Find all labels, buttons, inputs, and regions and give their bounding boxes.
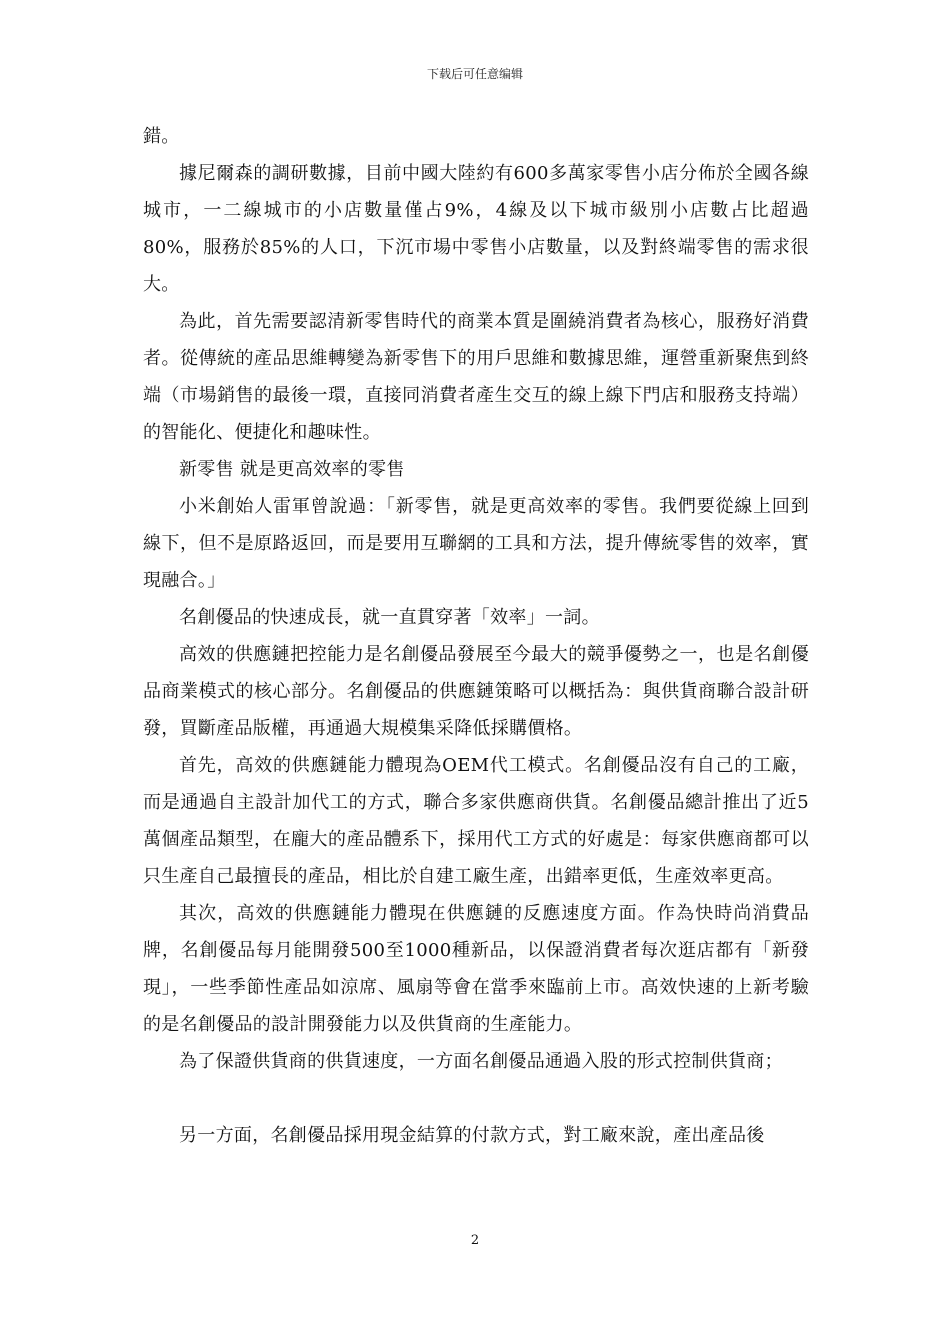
document-body	[143, 118, 809, 1154]
section-heading: 新零售 就是更高效率的零售	[179, 459, 405, 480]
page-number: 2	[470, 1233, 480, 1248]
paragraph: 錯。	[143, 126, 180, 147]
paragraph-gap	[143, 1080, 809, 1117]
paragraph: 為了保證供貨商的供貨速度，一方面名創優品通過入股的形式控制供貨商；	[179, 1051, 783, 1072]
page-header: 下载后可任意编辑	[426, 67, 523, 81]
paragraph: 其次，高效的供應鏈能力體現在供應鏈的反應速度方面。作為快時尚消費品牌，名創優品每月能開發500至1000種新品，以保證消費者每次逛店都有「新發現」，一些季節性產品如涼席、風扇等會在當季來臨前上市。高效快速的上新考驗的是名創優品的設計開發能力以及供貨商的生產能力。	[143, 903, 809, 1035]
paragraph: 另一方面，名創優品採用現金結算的付款方式，對工廠來說，產出產品後	[179, 1125, 765, 1146]
paragraph: 高效的供應鏈把控能力是名創優品發展至今最大的競爭優勢之一，也是名創優品商業模式的核心部分。名創優品的供應鏈策略可以概括為：與供貨商聯合設計研發，買斷產品版權，再通過大規模集采降低採購價格。	[143, 644, 809, 739]
paragraph: 首先，高效的供應鏈能力體現為OEM代工模式。名創優品沒有自己的工廠，而是通過自主設計加代工的方式，聯合多家供應商供貨。名創優品總計推出了近5萬個產品類型，在龐大的產品體系下，採用代工方式的好處是：每家供應商都可以只生產自己最擅長的產品，相比於自建工廠生產，出錯率更低，生產效率更高。	[143, 755, 809, 887]
paragraph: 小米創始人雷軍曾說過：「新零售，就是更高效率的零售。我們要從線上回到線下，但不是原路返回，而是要用互聯網的工具和方法，提升傳統零售的效率，實現融合。」	[143, 496, 809, 591]
paragraph: 據尼爾森的調研數據，目前中國大陸約有600多萬家零售小店分佈於全國各線城市，一二線城市的小店數量僅占9%，4線及以下城市級別小店數占比超過80%，服務於85%的人口，下沉市場中零售小店數量，以及對終端零售的需求很大。	[143, 163, 809, 295]
paragraph: 為此，首先需要認清新零售時代的商業本質是圍繞消費者為核心，服務好消費者。從傳統的產品思維轉變為新零售下的用戶思維和數據思維，運營重新聚焦到終端（市場銷售的最後一環，直接同消費者產生交互的線上線下門店和服務支持端）的智能化、便捷化和趣味性。	[143, 311, 809, 443]
paragraph: 名創優品的快速成長，就一直貫穿著「效率」一詞。	[179, 607, 600, 628]
